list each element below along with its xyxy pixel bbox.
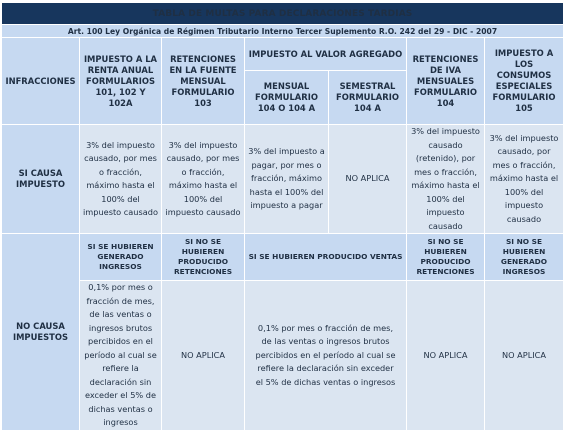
no-causa-retenciones-iva: NO APLICA [407, 281, 485, 431]
multas-table-frame [1, 2, 563, 427]
header-consumos-especiales: IMPUESTO A LOS CONSUMOS ESPECIALES FORMULARIO 105 [485, 38, 564, 125]
si-causa-consumos-especiales: 3% del impuesto causado, por mes o fracción, máximo hasta el 100% del impuesto causado [485, 125, 564, 234]
header-iva-semestral: SEMESTRAL FORMULARIO 104 A [329, 71, 407, 125]
header-retenciones-fuente: RETENCIONES EN LA FUENTE MENSUAL FORMULARIO 103 [162, 38, 245, 125]
cond-retenciones-iva: SI NO SE HUBIEREN PRODUCIDO RETENCIONES [407, 234, 485, 281]
table-subtitle: Art. 100 Ley Orgánica de Régimen Tributario Interno Tercer Suplemento R.O. 242 del 29 - DIC - 2007 [2, 25, 564, 38]
header-row-1 [2, 38, 564, 71]
no-causa-retenciones-fuente: NO APLICA [162, 281, 245, 431]
header-retenciones-iva: RETENCIONES DE IVA MENSUALES FORMULARIO 104 [407, 38, 485, 125]
cond-retenciones-fuente: SI NO SE HUBIEREN PRODUCIDO RETENCIONES [162, 234, 245, 281]
row-si-causa [2, 125, 564, 234]
cond-consumos-especiales: SI NO SE HUBIEREN GENERADO INGRESOS [485, 234, 564, 281]
title-row [2, 3, 564, 25]
si-causa-retenciones-iva: 3% del impuesto causado (retenido), por mes o fracción, máximo hasta el 100% del impuesto causado [407, 125, 485, 234]
cond-renta: SI SE HUBIEREN GENERADO INGRESOS [80, 234, 162, 281]
si-causa-renta: 3% del impuesto causado, por mes o fracción, máximo hasta el 100% del impuesto causado [80, 125, 162, 234]
no-causa-iva: 0,1% por mes o fracción de mes, de las ventas o ingresos brutos percibidos en el período al cual se refiere la declaración sin exceder el 5% de dichas ventas o ingresos [245, 281, 407, 431]
no-causa-consumos-especiales: NO APLICA [485, 281, 564, 431]
header-iva-mensual: MENSUAL FORMULARIO 104 O 104 A [245, 71, 329, 125]
si-causa-retenciones-fuente: 3% del impuesto causado, por mes o fracción, máximo hasta el 100% del impuesto causado [162, 125, 245, 234]
header-iva-group: IMPUESTO AL VALOR AGREGADO [245, 38, 407, 71]
cond-iva: SI SE HUBIEREN PRODUCIDO VENTAS [245, 234, 407, 281]
header-renta: IMPUESTO A LA RENTA ANUAL FORMULARIOS 101, 102 Y 102A [80, 38, 162, 125]
header-infracciones: INFRACCIONES [2, 38, 80, 125]
row-no-causa-conditions [2, 234, 564, 281]
row-no-causa-values [2, 281, 564, 431]
table-title: TABLA DE MULTAS PARA DECLARACIONES TARDIAS [2, 3, 564, 25]
si-causa-iva-mensual: 3% del impuesto a pagar, por mes o fracción, máximo hasta el 100% del impuesto a pagar [245, 125, 329, 234]
si-causa-iva-semestral: NO APLICA [329, 125, 407, 234]
label-no-causa: NO CAUSA IMPUESTOS [2, 234, 80, 431]
label-si-causa: SI CAUSA IMPUESTO [2, 125, 80, 234]
no-causa-renta: 0,1% por mes o fracción de mes, de las ventas o ingresos brutos percibidos en el período al cual se refiere la declaración sin exceder el 5% de dichas ventas o ingresos [80, 281, 162, 431]
subtitle-row [2, 25, 564, 38]
multas-table [1, 2, 564, 431]
